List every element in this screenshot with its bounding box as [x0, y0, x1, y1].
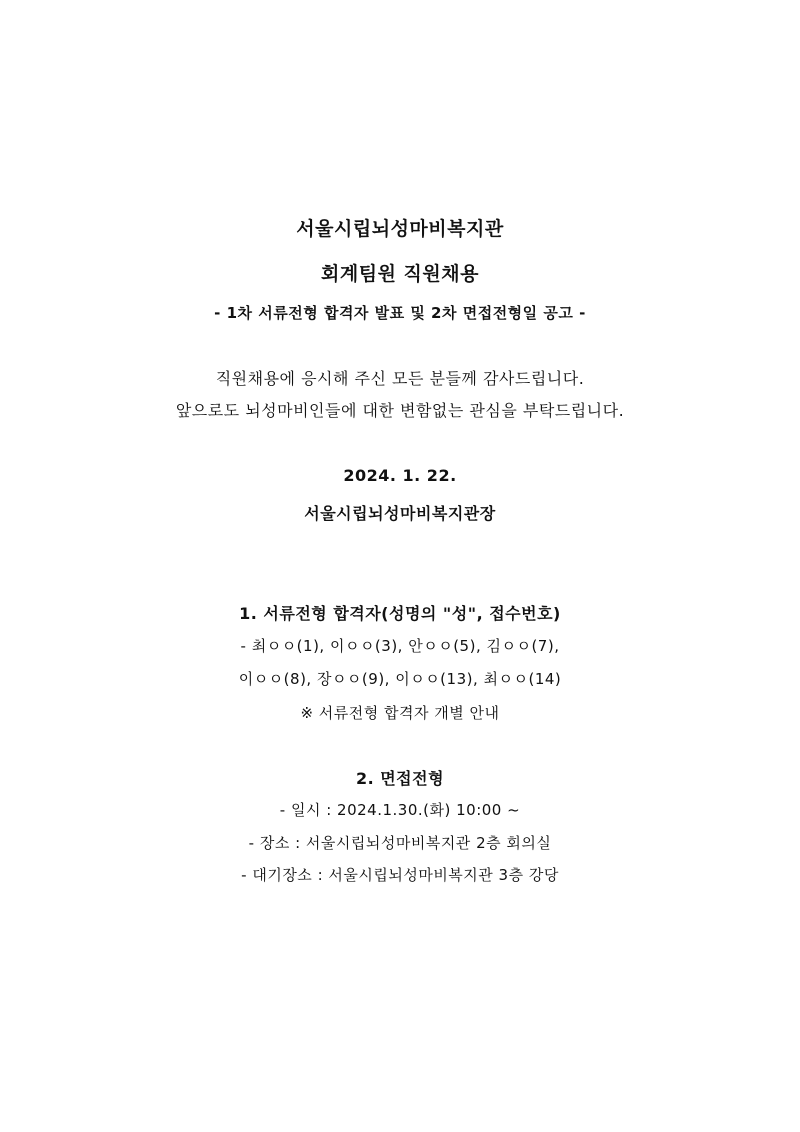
section1-title: 1. 서류전형 합격자(성명의 "성", 접수번호): [239, 604, 561, 623]
interview-place: - 장소 : 서울시립뇌성마비복지관 2층 회의실: [248, 834, 552, 852]
interview-datetime: - 일시 : 2024.1.30.(화) 10:00 ~: [279, 801, 521, 819]
section2-title: 2. 면접전형: [355, 769, 445, 788]
issuer-signature: 서울시립뇌성마비복지관장: [304, 504, 496, 523]
notice-subtitle: - 1차 서류전형 합격자 발표 및 2차 면접전형일 공고 -: [214, 304, 586, 322]
passed-list-line-2: 이ㅇㅇ(8), 장ㅇㅇ(9), 이ㅇㅇ(13), 최ㅇㅇ(14): [238, 670, 562, 688]
position-heading: 회계팀원 직원채용: [321, 263, 479, 285]
greeting-line-2: 앞으로도 뇌성마비인들에 대한 변함없는 관심을 부탁드립니다.: [175, 401, 625, 420]
passed-list-line-1: - 최ㅇㅇ(1), 이ㅇㅇ(3), 안ㅇㅇ(5), 김ㅇㅇ(7),: [240, 637, 560, 655]
individual-notice-note: ※ 서류전형 합격자 개별 안내: [300, 704, 500, 722]
org-name-heading: 서울시립뇌성마비복지관: [296, 218, 504, 240]
waiting-place: - 대기장소 : 서울시립뇌성마비복지관 3층 강당: [241, 866, 559, 884]
greeting-line-1: 직원채용에 응시해 주신 모든 분들께 감사드립니다.: [215, 369, 585, 388]
notice-date: 2024. 1. 22.: [343, 466, 457, 485]
